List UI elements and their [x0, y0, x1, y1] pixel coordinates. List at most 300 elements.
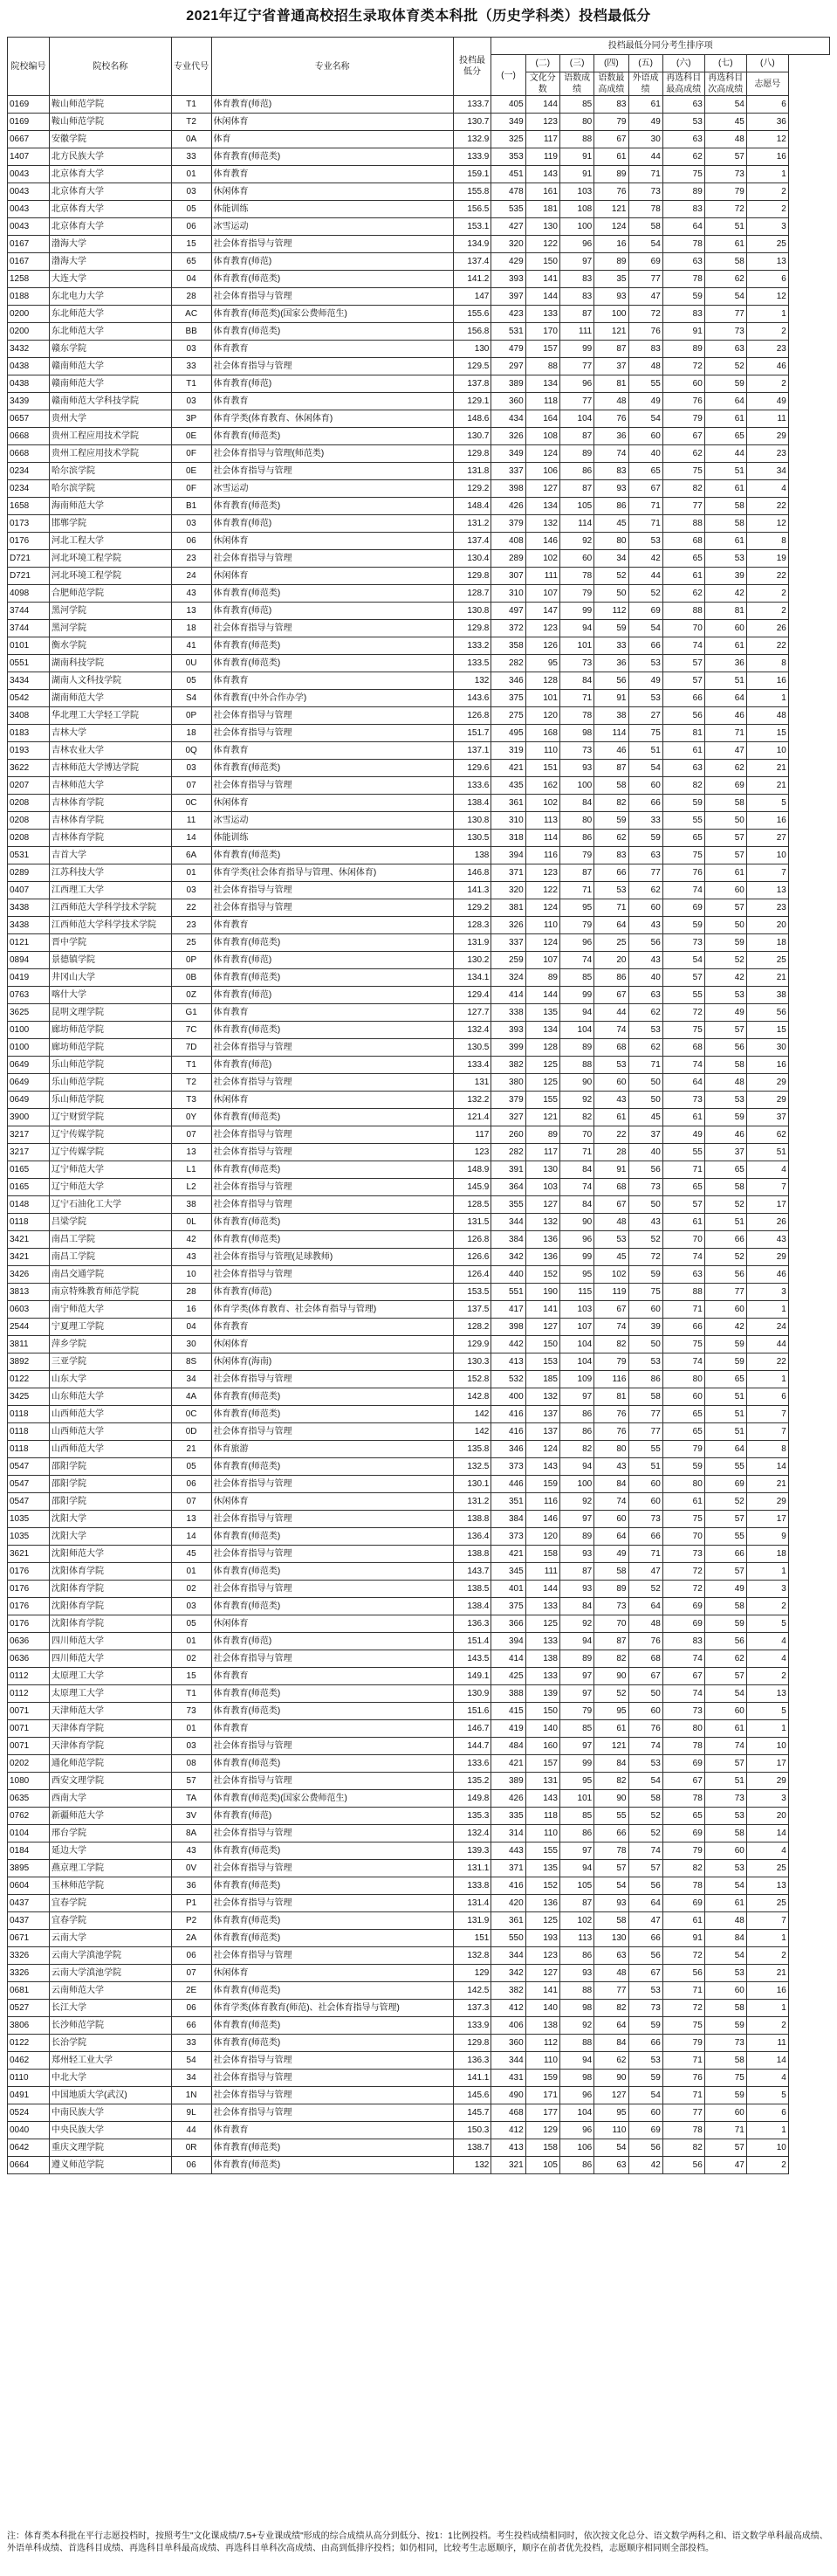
cell-first-subject: 53	[628, 1755, 662, 1773]
cell-choice: 2	[746, 201, 788, 218]
cell-major: 体育教育(师范)	[211, 1633, 453, 1650]
cell-choice: 2	[746, 603, 788, 620]
cell-code: 0657	[8, 410, 50, 428]
cell-re-max: 83	[662, 201, 704, 218]
cell-major: 体育教育(师范)	[211, 375, 453, 393]
cell-yushu-max: 92	[559, 1092, 593, 1109]
cell-re-max: 83	[662, 1633, 704, 1650]
cell-culture: 391	[491, 1161, 525, 1179]
cell-first-subject: 52	[628, 585, 662, 603]
cell-major: 社会体育指导与管理	[211, 899, 453, 917]
cell-major: 社会体育指导与管理	[211, 1179, 453, 1196]
cell-first-subject: 48	[628, 1615, 662, 1633]
cell-first-subject: 78	[628, 201, 662, 218]
cell-code: 0547	[8, 1493, 50, 1511]
header-group: 投档最低分同分考生排序项	[491, 38, 830, 55]
cell-code: 0636	[8, 1650, 50, 1668]
cell-foreign: 62	[594, 830, 628, 847]
cell-program-code: 42	[171, 1231, 211, 1249]
cell-program-code: 0D	[171, 1423, 211, 1441]
cell-program-code: 0Z	[171, 987, 211, 1004]
cell-program-code: 0A	[171, 131, 211, 148]
cell-code: 0407	[8, 882, 50, 899]
cell-choice: 1	[746, 166, 788, 183]
cell-yushu-max: 85	[559, 969, 593, 987]
cell-first-subject: 55	[628, 375, 662, 393]
cell-yushu-max: 97	[559, 1511, 593, 1528]
cell-code: 0165	[8, 1179, 50, 1196]
cell-min-score: 132	[453, 2157, 491, 2174]
header-sub: 再选科目最高成绩	[662, 72, 704, 96]
table-row	[8, 1423, 830, 1441]
cell-program-code: 18	[171, 725, 211, 742]
cell-re-max: 59	[662, 795, 704, 812]
cell-re-max: 62	[662, 445, 704, 463]
cell-school: 通化师范学院	[50, 1755, 172, 1773]
cell-yushu: 128	[525, 672, 559, 690]
cell-program-code: 06	[171, 218, 211, 236]
table-row	[8, 218, 830, 236]
cell-program-code: 03	[171, 393, 211, 410]
cell-school: 湖南科技学院	[50, 655, 172, 672]
cell-yushu: 117	[525, 131, 559, 148]
cell-re-second: 59	[704, 2017, 746, 2035]
cell-min-score: 145.7	[453, 2104, 491, 2122]
cell-yushu: 181	[525, 201, 559, 218]
cell-yushu: 158	[525, 1546, 559, 1563]
cell-culture: 335	[491, 1808, 525, 1825]
cell-foreign: 54	[594, 1877, 628, 1895]
cell-program-code: S4	[171, 690, 211, 707]
cell-first-subject: 68	[628, 1650, 662, 1668]
cell-major: 体育教育(师范类)	[211, 2157, 453, 2174]
cell-first-subject: 77	[628, 864, 662, 882]
table-row	[8, 1720, 830, 1738]
cell-code: 3621	[8, 1546, 50, 1563]
table-row	[8, 428, 830, 445]
cell-first-subject: 51	[628, 742, 662, 760]
cell-first-subject: 71	[628, 166, 662, 183]
cell-yushu: 138	[525, 2017, 559, 2035]
cell-first-subject: 48	[628, 358, 662, 375]
cell-re-max: 74	[662, 1650, 704, 1668]
cell-re-max: 56	[662, 1965, 704, 1982]
cell-program-code: T1	[171, 375, 211, 393]
cell-culture: 327	[491, 1109, 525, 1126]
table-row	[8, 463, 830, 480]
cell-program-code: 9L	[171, 2104, 211, 2122]
table-row	[8, 2104, 830, 2122]
cell-re-second: 72	[704, 201, 746, 218]
cell-foreign: 57	[594, 1860, 628, 1877]
cell-yushu-max: 101	[559, 1790, 593, 1808]
cell-yushu: 160	[525, 1738, 559, 1755]
cell-yushu-max: 77	[559, 358, 593, 375]
cell-school: 吉林师范大学博达学院	[50, 760, 172, 777]
table-row	[8, 1598, 830, 1615]
cell-yushu-max: 114	[559, 515, 593, 533]
cell-first-subject: 42	[628, 2157, 662, 2174]
cell-program-code: 05	[171, 672, 211, 690]
cell-yushu-max: 87	[559, 1563, 593, 1581]
cell-min-score: 137.4	[453, 253, 491, 271]
cell-foreign: 38	[594, 707, 628, 725]
cell-re-max: 73	[662, 1703, 704, 1720]
cell-yushu-max: 88	[559, 131, 593, 148]
cell-code: 3434	[8, 672, 50, 690]
cell-foreign: 62	[594, 2052, 628, 2070]
cell-re-second: 47	[704, 2157, 746, 2174]
cell-school: 天津体育学院	[50, 1720, 172, 1738]
cell-min-score: 130.1	[453, 1476, 491, 1493]
cell-first-subject: 40	[628, 969, 662, 987]
cell-yushu-max: 106	[559, 2139, 593, 2157]
cell-code: 0668	[8, 428, 50, 445]
cell-re-max: 55	[662, 812, 704, 830]
cell-re-second: 61	[704, 533, 746, 550]
cell-culture: 321	[491, 2157, 525, 2174]
cell-foreign: 50	[594, 585, 628, 603]
cell-foreign: 79	[594, 1353, 628, 1371]
cell-program-code: 66	[171, 2017, 211, 2035]
cell-choice: 21	[746, 1476, 788, 1493]
cell-choice: 4	[746, 480, 788, 498]
cell-re-second: 79	[704, 183, 746, 201]
cell-yushu-max: 102	[559, 1912, 593, 1930]
cell-code: 0176	[8, 1615, 50, 1633]
cell-re-max: 82	[662, 1860, 704, 1877]
cell-program-code: 03	[171, 341, 211, 358]
cell-re-max: 82	[662, 480, 704, 498]
cell-major: 冰雪运动	[211, 480, 453, 498]
cell-re-second: 39	[704, 568, 746, 585]
cell-re-max: 88	[662, 515, 704, 533]
cell-first-subject: 71	[628, 498, 662, 515]
cell-code: 0671	[8, 1930, 50, 1947]
cell-first-subject: 60	[628, 428, 662, 445]
cell-major: 体育教育(师范类)(国家公费师范生)	[211, 1790, 453, 1808]
cell-culture: 338	[491, 1004, 525, 1022]
cell-foreign: 86	[594, 498, 628, 515]
cell-foreign: 82	[594, 1773, 628, 1790]
table-row	[8, 1249, 830, 1266]
table-row	[8, 1284, 830, 1301]
cell-first-subject: 56	[628, 2139, 662, 2157]
cell-major: 体育教育(师范类)	[211, 1388, 453, 1406]
cell-culture: 342	[491, 1965, 525, 1982]
table-row	[8, 1074, 830, 1092]
cell-culture: 419	[491, 1720, 525, 1738]
cell-code: 3217	[8, 1126, 50, 1144]
table-row	[8, 1563, 830, 1581]
cell-first-subject: 54	[628, 410, 662, 428]
cell-code: 0636	[8, 1633, 50, 1650]
cell-yushu-max: 97	[559, 1842, 593, 1860]
cell-min-score: 141.1	[453, 2070, 491, 2087]
cell-re-second: 61	[704, 480, 746, 498]
cell-major: 体育教育(师范类)	[211, 2017, 453, 2035]
cell-foreign: 53	[594, 882, 628, 899]
cell-choice: 36	[746, 114, 788, 131]
cell-yushu: 139	[525, 1685, 559, 1703]
header-sub: 再选科目次高成绩	[704, 72, 746, 96]
cell-yushu: 155	[525, 1842, 559, 1860]
table-row	[8, 393, 830, 410]
cell-major: 体育教育(师范类)	[211, 2035, 453, 2052]
cell-major: 体育教育	[211, 1004, 453, 1022]
cell-foreign: 83	[594, 847, 628, 864]
cell-re-second: 66	[704, 1231, 746, 1249]
cell-choice: 29	[746, 1092, 788, 1109]
cell-re-second: 65	[704, 1371, 746, 1388]
cell-min-score: 148.9	[453, 1161, 491, 1179]
cell-re-second: 51	[704, 1773, 746, 1790]
cell-yushu-max: 103	[559, 183, 593, 201]
cell-re-second: 52	[704, 358, 746, 375]
cell-min-score: 132.9	[453, 131, 491, 148]
cell-min-score: 152.8	[453, 1371, 491, 1388]
cell-choice: 38	[746, 987, 788, 1004]
cell-yushu: 89	[525, 1126, 559, 1144]
cell-first-subject: 44	[628, 568, 662, 585]
cell-school: 鞍山师范学院	[50, 96, 172, 114]
cell-yushu: 151	[525, 760, 559, 777]
cell-major: 社会体育指导与管理	[211, 1144, 453, 1161]
cell-major: 社会体育指导与管理	[211, 1371, 453, 1388]
table-row	[8, 882, 830, 899]
cell-re-max: 69	[662, 1895, 704, 1912]
cell-min-score: 133.6	[453, 1755, 491, 1773]
cell-program-code: 34	[171, 2070, 211, 2087]
cell-yushu: 127	[525, 1196, 559, 1214]
cell-culture: 394	[491, 847, 525, 864]
cell-yushu: 120	[525, 1528, 559, 1546]
cell-culture: 366	[491, 1615, 525, 1633]
table-row	[8, 1685, 830, 1703]
cell-yushu-max: 93	[559, 1581, 593, 1598]
cell-culture: 400	[491, 1388, 525, 1406]
cell-program-code: 05	[171, 1458, 211, 1476]
cell-re-second: 65	[704, 428, 746, 445]
cell-yushu-max: 111	[559, 323, 593, 341]
table-row	[8, 899, 830, 917]
cell-foreign: 87	[594, 1633, 628, 1650]
cell-yushu-max: 94	[559, 1633, 593, 1650]
cell-school: 太原理工大学	[50, 1668, 172, 1685]
cell-yushu-max: 60	[559, 550, 593, 568]
cell-re-second: 58	[704, 795, 746, 812]
cell-culture: 344	[491, 1214, 525, 1231]
cell-re-second: 52	[704, 952, 746, 969]
cell-yushu: 136	[525, 1895, 559, 1912]
cell-foreign: 45	[594, 1249, 628, 1266]
cell-yushu-max: 77	[559, 393, 593, 410]
cell-re-second: 52	[704, 1196, 746, 1214]
cell-yushu-max: 79	[559, 917, 593, 934]
cell-foreign: 102	[594, 1266, 628, 1284]
cell-min-score: 143.5	[453, 1650, 491, 1668]
header-num: (八)	[746, 55, 788, 72]
cell-re-max: 73	[662, 1546, 704, 1563]
cell-program-code: 22	[171, 899, 211, 917]
cell-re-max: 61	[662, 568, 704, 585]
cell-program-code: 3V	[171, 1808, 211, 1825]
cell-re-max: 78	[662, 2122, 704, 2139]
cell-choice: 29	[746, 1493, 788, 1511]
cell-school: 沈阳师范大学	[50, 1546, 172, 1563]
cell-yushu-max: 115	[559, 1284, 593, 1301]
cell-first-subject: 71	[628, 1057, 662, 1074]
cell-major: 体育	[211, 131, 453, 148]
cell-re-max: 75	[662, 2017, 704, 2035]
cell-re-second: 60	[704, 1982, 746, 2000]
cell-yushu-max: 91	[559, 166, 593, 183]
table-row	[8, 1109, 830, 1126]
cell-re-max: 62	[662, 148, 704, 166]
cell-major: 社会体育指导与管理	[211, 1266, 453, 1284]
cell-min-score: 151.7	[453, 725, 491, 742]
cell-code: 3439	[8, 393, 50, 410]
cell-culture: 382	[491, 1057, 525, 1074]
cell-yushu-max: 104	[559, 1336, 593, 1353]
cell-choice: 3	[746, 1284, 788, 1301]
cell-school: 邢台学院	[50, 1825, 172, 1842]
cell-choice: 29	[746, 1249, 788, 1266]
cell-choice: 17	[746, 1196, 788, 1214]
cell-yushu: 112	[525, 2035, 559, 2052]
cell-yushu-max: 99	[559, 341, 593, 358]
cell-min-score: 129.8	[453, 445, 491, 463]
cell-culture: 358	[491, 637, 525, 655]
cell-program-code: 2E	[171, 1982, 211, 2000]
cell-school: 山东师范大学	[50, 1388, 172, 1406]
cell-first-subject: 54	[628, 1773, 662, 1790]
cell-foreign: 114	[594, 725, 628, 742]
cell-school: 重庆文理学院	[50, 2139, 172, 2157]
cell-re-max: 78	[662, 236, 704, 253]
cell-foreign: 89	[594, 166, 628, 183]
cell-min-score: 131.1	[453, 1860, 491, 1877]
cell-program-code: 05	[171, 201, 211, 218]
table-row	[8, 1057, 830, 1074]
table-row	[8, 690, 830, 707]
cell-yushu: 141	[525, 271, 559, 288]
table-row	[8, 568, 830, 585]
table-row	[8, 1161, 830, 1179]
cell-major: 社会体育指导与管理	[211, 1650, 453, 1668]
cell-school: 四川师范大学	[50, 1650, 172, 1668]
cell-yushu-max: 93	[559, 760, 593, 777]
cell-re-max: 82	[662, 777, 704, 795]
cell-yushu-max: 71	[559, 882, 593, 899]
cell-major: 体育教育(师范类)	[211, 1842, 453, 1860]
cell-culture: 345	[491, 1563, 525, 1581]
cell-major: 休闲体育	[211, 795, 453, 812]
cell-culture: 337	[491, 463, 525, 480]
cell-re-max: 65	[662, 1423, 704, 1441]
cell-yushu-max: 100	[559, 1476, 593, 1493]
cell-yushu: 127	[525, 1965, 559, 1982]
cell-re-second: 53	[704, 1965, 746, 1982]
cell-major: 社会体育指导与管理	[211, 550, 453, 568]
cell-yushu-max: 94	[559, 1458, 593, 1476]
cell-choice: 25	[746, 952, 788, 969]
cell-min-score: 143.6	[453, 690, 491, 707]
header-name: 院校名称	[50, 38, 172, 96]
table-row	[8, 1214, 830, 1231]
cell-yushu: 157	[525, 1755, 559, 1773]
cell-re-second: 58	[704, 2000, 746, 2017]
cell-program-code: 30	[171, 1336, 211, 1353]
cell-re-second: 61	[704, 410, 746, 428]
cell-foreign: 90	[594, 1668, 628, 1685]
cell-choice: 7	[746, 1179, 788, 1196]
cell-foreign: 46	[594, 742, 628, 760]
cell-choice: 2	[746, 1668, 788, 1685]
cell-school: 赣东学院	[50, 341, 172, 358]
cell-program-code: P2	[171, 1912, 211, 1930]
cell-foreign: 127	[594, 2087, 628, 2104]
cell-school: 晋中学院	[50, 934, 172, 952]
cell-school: 宜春学院	[50, 1895, 172, 1912]
cell-first-subject: 66	[628, 1528, 662, 1546]
cell-yushu-max: 95	[559, 899, 593, 917]
cell-yushu: 125	[525, 1057, 559, 1074]
cell-major: 体育学类(社会体育指导与管理、休闲体育)	[211, 864, 453, 882]
cell-major: 体育教育(师范)	[211, 952, 453, 969]
cell-min-score: 130.8	[453, 603, 491, 620]
cell-foreign: 76	[594, 1423, 628, 1441]
cell-foreign: 44	[594, 1004, 628, 1022]
cell-school: 北京体育大学	[50, 183, 172, 201]
table-row	[8, 1092, 830, 1109]
cell-major: 体育教育(师范)	[211, 603, 453, 620]
cell-school: 乐山师范学院	[50, 1092, 172, 1109]
cell-first-subject: 50	[628, 1685, 662, 1703]
cell-choice: 37	[746, 1109, 788, 1126]
cell-first-subject: 60	[628, 1493, 662, 1511]
cell-min-score: 130.9	[453, 1685, 491, 1703]
cell-major: 体育教育(师范类)	[211, 585, 453, 603]
cell-school: 三亚学院	[50, 1353, 172, 1371]
cell-program-code: 03	[171, 183, 211, 201]
cell-culture: 371	[491, 1860, 525, 1877]
cell-min-score: 133.7	[453, 96, 491, 114]
cell-yushu: 105	[525, 2157, 559, 2174]
cell-choice: 49	[746, 393, 788, 410]
cell-first-subject: 60	[628, 2104, 662, 2122]
cell-culture: 372	[491, 620, 525, 637]
cell-program-code: 0E	[171, 428, 211, 445]
cell-yushu: 177	[525, 2104, 559, 2122]
cell-re-max: 68	[662, 533, 704, 550]
cell-min-score: 129.8	[453, 568, 491, 585]
cell-foreign: 53	[594, 1231, 628, 1249]
cell-choice: 9	[746, 1528, 788, 1546]
cell-culture: 393	[491, 271, 525, 288]
header-sub: 文化分数	[525, 72, 559, 96]
cell-re-max: 78	[662, 271, 704, 288]
cell-min-score: 135.8	[453, 1441, 491, 1458]
cell-yushu-max: 95	[559, 1266, 593, 1284]
cell-min-score: 142	[453, 1406, 491, 1423]
cell-yushu: 132	[525, 515, 559, 533]
cell-major: 社会体育指导与管理	[211, 463, 453, 480]
table-row	[8, 236, 830, 253]
cell-choice: 48	[746, 707, 788, 725]
cell-choice: 1	[746, 690, 788, 707]
cell-culture: 497	[491, 603, 525, 620]
